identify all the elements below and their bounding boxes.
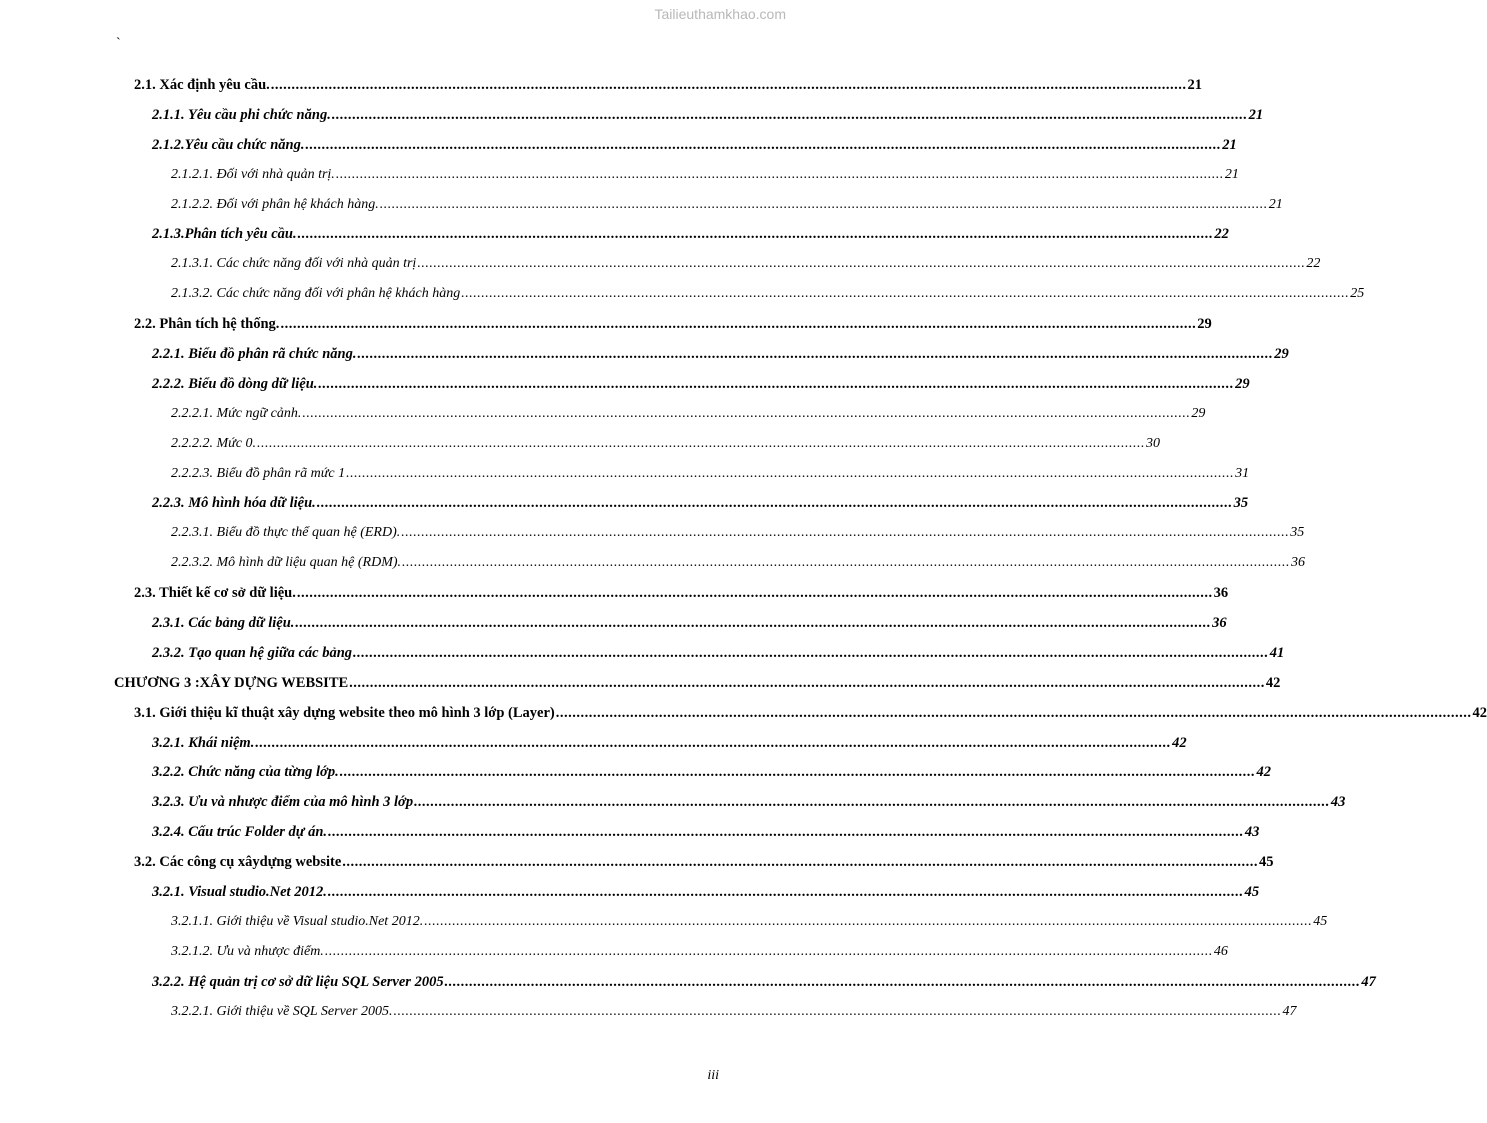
toc-entry bbox=[0, 431, 1161, 461]
toc-entry-page: 45 bbox=[1313, 913, 1328, 929]
toc-entry bbox=[0, 192, 1283, 222]
toc-dot-leader bbox=[393, 1003, 1281, 1021]
toc-entry-page: 35 bbox=[1290, 525, 1305, 541]
toc-entry-page: 29 bbox=[1191, 405, 1206, 421]
toc-dot-leader bbox=[302, 405, 1190, 423]
toc-entry-page: 29 bbox=[1274, 346, 1289, 363]
toc-entry-title: 2.1.3.1. Các chức năng đối với nhà quản trị bbox=[171, 256, 417, 272]
toc-entry-page: 22 bbox=[1214, 226, 1229, 243]
toc-entry bbox=[0, 251, 1321, 281]
toc-entry bbox=[0, 789, 1346, 819]
toc-dot-leader bbox=[332, 106, 1248, 124]
toc-entry-page: 30 bbox=[1146, 435, 1161, 451]
toc-entry-page: 21 bbox=[1187, 77, 1203, 93]
toc-entry-page: 42 bbox=[1472, 704, 1487, 721]
toc-entry-title: 2.2.3.1. Biểu đồ thực thể quan hệ (ERD). bbox=[171, 525, 401, 541]
toc-entry bbox=[0, 819, 1260, 849]
toc-entry-title: 2.1.3.Phân tích yêu cầu. bbox=[152, 226, 297, 243]
toc-entry bbox=[0, 221, 1229, 251]
toc-dot-leader bbox=[271, 76, 1187, 94]
toc-entry-title: CHƯƠNG 3 :XÂY DỰNG WEBSITE bbox=[114, 674, 349, 691]
toc-entry-page: 36 bbox=[1212, 615, 1227, 632]
toc-entry bbox=[0, 132, 1237, 162]
toc-dot-leader bbox=[328, 883, 1244, 901]
toc-dot-leader bbox=[349, 674, 1265, 692]
toc-entry bbox=[0, 580, 1229, 610]
toc-entry-title: 2.1.2.2. Đối với phân hệ khách hàng. bbox=[171, 196, 379, 212]
toc-entry bbox=[0, 401, 1206, 431]
toc-entry-title: 2.1.3.2. Các chức năng đối với phân hệ khách hàng bbox=[171, 286, 461, 302]
toc-entry bbox=[0, 969, 1376, 999]
toc-entry-title: 2.2.2. Biểu đồ dòng dữ liệu. bbox=[152, 375, 318, 392]
toc-entry-page: 43 bbox=[1330, 794, 1346, 811]
toc-entry bbox=[0, 849, 1274, 879]
toc-entry bbox=[0, 879, 1260, 909]
toc-entry-page: 41 bbox=[1269, 644, 1285, 661]
toc-dot-leader bbox=[353, 644, 1269, 662]
toc-dot-leader bbox=[336, 166, 1224, 184]
toc-entry-page: 42 bbox=[1265, 674, 1281, 691]
toc-dot-leader bbox=[317, 494, 1233, 512]
toc-dot-leader bbox=[346, 465, 1234, 483]
toc-entry-page: 42 bbox=[1172, 734, 1187, 751]
toc-entry-page: 36 bbox=[1213, 585, 1229, 602]
toc-entry-title: 3.2.2.1. Giới thiệu về SQL Server 2005. bbox=[171, 1003, 393, 1019]
toc-dot-leader bbox=[461, 285, 1349, 303]
toc-entry-title: 2.2.3.2. Mô hình dữ liệu quan hệ (RDM). bbox=[171, 555, 402, 571]
toc-dot-leader bbox=[402, 554, 1290, 572]
toc-entry-title: 2.3. Thiết kế cơ sở dữ liệu. bbox=[134, 585, 296, 602]
toc-entry-title: 3.2.1. Visual studio.Net 2012. bbox=[152, 884, 327, 901]
toc-entry-title: 3.2.1. Khái niệm. bbox=[152, 734, 255, 751]
toc-entry bbox=[0, 909, 1328, 939]
toc-dot-leader bbox=[255, 734, 1171, 752]
toc-entry-page: 21 bbox=[1248, 106, 1264, 123]
toc-dot-leader bbox=[380, 196, 1268, 214]
toc-entry bbox=[0, 461, 1250, 491]
toc-dot-leader bbox=[342, 853, 1258, 871]
toc-entry-page: 46 bbox=[1213, 943, 1228, 959]
toc-entry bbox=[0, 999, 1297, 1029]
toc-entry-page: 25 bbox=[1350, 286, 1365, 302]
toc-entry bbox=[0, 371, 1250, 401]
toc-dot-leader bbox=[414, 793, 1330, 811]
toc-entry-title: 3.2.3. Ưu và nhược điểm của mô hình 3 lớp bbox=[152, 794, 414, 811]
toc-entry bbox=[0, 102, 1264, 132]
watermark-text: Tailieuthamkhao.com bbox=[654, 6, 786, 22]
toc-entry-title: 2.2.1. Biểu đồ phân rã chức năng. bbox=[152, 346, 357, 363]
toc-entry bbox=[0, 550, 1306, 580]
toc-dot-leader bbox=[445, 973, 1361, 991]
toc-entry bbox=[0, 311, 1212, 341]
toc-dot-leader bbox=[325, 943, 1213, 961]
toc-entry-title: 3.1. Giới thiệu kĩ thuật xây dựng website theo mô hình 3 lớp (Layer) bbox=[134, 704, 555, 721]
toc-entry-title: 3.2.1.1. Giới thiệu về Visual studio.Net 2012. bbox=[171, 913, 424, 929]
toc-entry-page: 45 bbox=[1244, 884, 1260, 901]
toc-entry-title: 3.2.4. Cấu trúc Folder dự án. bbox=[152, 824, 328, 841]
toc-entry-title: 3.2. Các công cụ xâydựng website bbox=[134, 854, 342, 871]
toc-entry-page: 43 bbox=[1244, 824, 1260, 841]
toc-entry bbox=[0, 640, 1285, 670]
toc-entry-title: 2.3.1. Các bảng dữ liệu. bbox=[152, 615, 295, 632]
toc-dot-leader bbox=[298, 225, 1214, 243]
toc-entry bbox=[0, 341, 1289, 371]
toc-entry-page: 45 bbox=[1259, 854, 1274, 871]
toc-entry bbox=[0, 939, 1228, 969]
toc-entry bbox=[0, 759, 1271, 789]
toc-entry-page: 22 bbox=[1306, 256, 1321, 272]
toc-entry-title: 2.1. Xác định yêu cầu. bbox=[134, 77, 270, 93]
toc-dot-leader bbox=[295, 614, 1211, 632]
toc-entry-title: 2.2.2.3. Biểu đồ phân rã mức 1 bbox=[171, 465, 346, 481]
toc-entry-title: 3.2.1.2. Ưu và nhược điểm. bbox=[171, 943, 324, 959]
toc-entry-page: 31 bbox=[1235, 465, 1250, 481]
toc-entry-title: 3.2.2. Hệ quản trị cơ sở dữ liệu SQL Server 2005 bbox=[152, 973, 444, 990]
toc-entry-page: 47 bbox=[1361, 973, 1376, 990]
toc-entry-title: 2.2.2.2. Mức 0. bbox=[171, 435, 257, 451]
toc-dot-leader bbox=[305, 136, 1221, 154]
toc-dot-leader bbox=[257, 435, 1145, 453]
toc-entry-title: 2.2.2.1. Mức ngữ cảnh. bbox=[171, 405, 302, 421]
toc-entry-page: 29 bbox=[1197, 316, 1212, 333]
toc-entry-page: 21 bbox=[1224, 166, 1239, 182]
toc-dot-leader bbox=[357, 345, 1273, 363]
toc-entry-title: 2.1.1. Yêu cầu phi chức năng. bbox=[152, 106, 331, 123]
toc-entry-title: 2.2. Phân tích hệ thống. bbox=[134, 316, 280, 333]
toc-entry bbox=[0, 281, 1365, 311]
toc-entry-page: 29 bbox=[1235, 375, 1250, 392]
toc-entry bbox=[0, 490, 1249, 520]
toc-dot-leader bbox=[424, 913, 1312, 931]
toc-entry bbox=[0, 670, 1281, 700]
toc-entry bbox=[0, 610, 1227, 640]
toc-entry-title: 2.1.2.Yêu cầu chức năng. bbox=[152, 136, 305, 153]
toc-entry-page: 42 bbox=[1256, 764, 1271, 781]
toc-entry-page: 47 bbox=[1282, 1003, 1297, 1019]
toc-dot-leader bbox=[297, 584, 1213, 602]
toc-entry-page: 35 bbox=[1233, 495, 1249, 512]
toc-entry bbox=[0, 730, 1187, 760]
page-number: iii bbox=[707, 1068, 719, 1083]
toc-entry-title: 2.2.3. Mô hình hóa dữ liệu. bbox=[152, 495, 316, 512]
toc-entry-title: 3.2.2. Chức năng của từng lớp. bbox=[152, 764, 339, 781]
toc-dot-leader bbox=[401, 524, 1289, 542]
toc-entry-title: 2.1.2.1. Đối với nhà quản trị. bbox=[171, 166, 335, 182]
toc-entry bbox=[0, 162, 1239, 192]
toc-dot-leader bbox=[280, 315, 1196, 333]
toc-entry-title: 2.3.2. Tạo quan hệ giữa các bảng bbox=[152, 644, 353, 661]
toc-entry bbox=[0, 72, 1203, 102]
table-of-contents bbox=[0, 72, 1487, 1029]
toc-entry-page: 21 bbox=[1222, 136, 1237, 153]
toc-dot-leader bbox=[340, 763, 1256, 781]
toc-dot-leader bbox=[556, 704, 1472, 722]
toc-entry-page: 21 bbox=[1268, 196, 1283, 212]
toc-entry-page: 36 bbox=[1291, 555, 1306, 571]
toc-dot-leader bbox=[417, 255, 1305, 273]
corner-mark: ` bbox=[116, 36, 121, 51]
toc-dot-leader bbox=[328, 823, 1244, 841]
toc-dot-leader bbox=[318, 375, 1234, 393]
toc-entry bbox=[0, 700, 1487, 730]
toc-entry bbox=[0, 520, 1305, 550]
